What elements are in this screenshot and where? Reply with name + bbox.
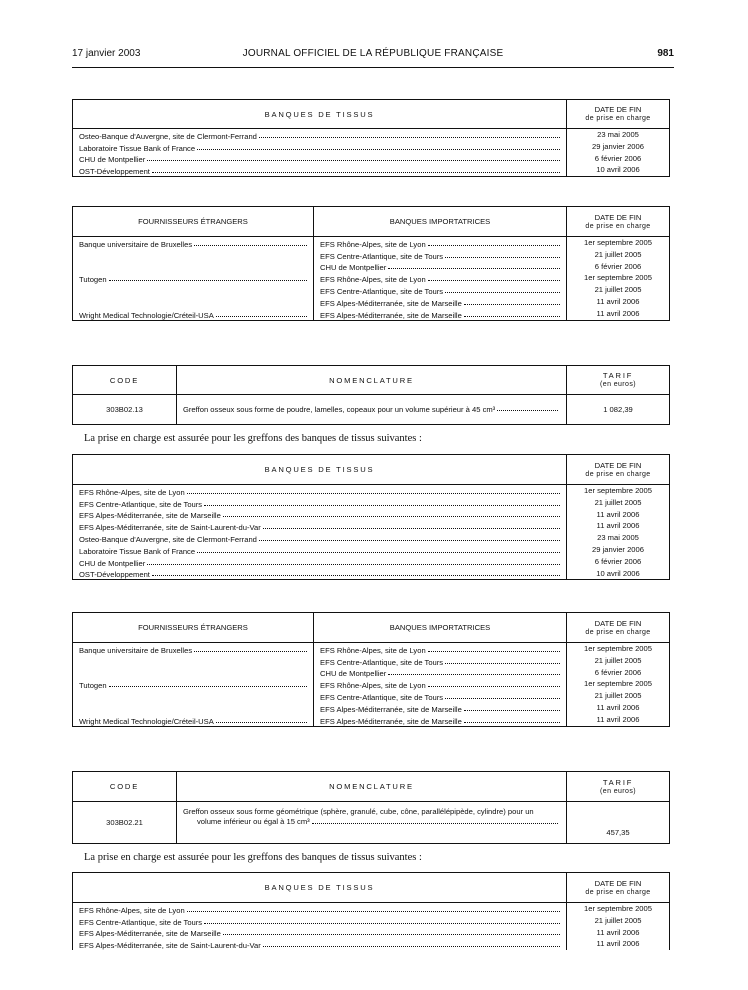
- list-item: EFS Centre-Atlantique, site de Tours: [314, 249, 566, 261]
- col-tarif: TARIF (en euros): [567, 772, 670, 802]
- list-item: EFS Rhône-Alpes, site de Lyon: [73, 903, 566, 915]
- list-item: Laboratoire Tissue Bank of France: [73, 544, 566, 556]
- list-item: Tutogen: [73, 678, 313, 690]
- coverage-note: La prise en charge est assurée pour les greffons des banques de tissus suivantes :: [84, 852, 422, 863]
- list-item: EFS Rhône-Alpes, site de Lyon: [314, 272, 566, 284]
- list-item: Laboratoire Tissue Bank of France: [73, 141, 566, 153]
- code-value: 303B02.13: [73, 395, 177, 425]
- col-fournisseurs: FOURNISSEURS ÉTRANGERS: [73, 613, 314, 643]
- list-item: Wright Medical Technologie/Créteil-USA: [73, 308, 313, 320]
- header-rule: [72, 67, 674, 68]
- list-item: Banque universitaire de Bruxelles: [73, 237, 313, 249]
- banks-table-3: [72, 872, 670, 950]
- col-date-fin: DATE DE FIN de prise en charge: [567, 100, 670, 129]
- col-code: CODE: [73, 366, 177, 395]
- header-date: 17 janvier 2003: [72, 48, 141, 59]
- code-table-2: [72, 771, 670, 844]
- importer-list: [314, 237, 567, 321]
- list-item: EFS Alpes-Méditerranée, site de Marseille: [314, 308, 566, 320]
- col-date-fin: DATE DE FIN de prise en charge: [567, 207, 670, 237]
- date-list: 1er septembre 2005 21 juillet 2005 6 février 2006 1er septembre 2005 21 juillet 2005 11 avril 2006 11 avril 2006: [567, 643, 670, 727]
- list-item: Banque universitaire de Bruxelles: [73, 643, 313, 655]
- col-banques-importatrices: BANQUES IMPORTATRICES: [314, 613, 567, 643]
- code-table-1: [72, 365, 670, 425]
- col-date-fin: DATE DE FIN de prise en charge: [567, 873, 670, 903]
- col-fournisseurs: FOURNISSEURS ÉTRANGERS: [73, 207, 314, 237]
- list-item: EFS Centre-Atlantique, site de Tours: [73, 915, 566, 927]
- col-nomenclature: NOMENCLATURE: [177, 772, 567, 802]
- page-header: [72, 48, 674, 68]
- list-item: Tutogen: [73, 272, 313, 284]
- list-item: EFS Alpes-Méditerranée, site de Saint-Laurent-du-Var: [73, 520, 566, 532]
- list-item: Osteo-Banque d'Auvergne, site de Clermont-Ferrand: [73, 532, 566, 544]
- list-item: EFS Alpes-Méditerranée, site de Marseille: [73, 509, 566, 521]
- bank-list: [73, 129, 567, 177]
- list-item: OST-Développement: [73, 164, 566, 176]
- list-item: EFS Alpes-Méditerranée, site de Marseille: [73, 927, 566, 939]
- list-item: EFS Centre-Atlantique, site de Tours: [73, 497, 566, 509]
- list-item: Wright Medical Technologie/Créteil-USA: [73, 714, 313, 726]
- bank-list: [73, 485, 567, 580]
- col-banques-tissus: BANQUES DE TISSUS: [73, 455, 567, 485]
- list-item: EFS Centre-Atlantique, site de Tours: [314, 655, 566, 667]
- foreign-suppliers-table-1: [72, 206, 670, 321]
- list-item: EFS Alpes-Méditerranée, site de Marseille: [314, 702, 566, 714]
- list-item: CHU de Montpellier: [73, 556, 566, 568]
- col-nomenclature: NOMENCLATURE: [177, 366, 567, 395]
- date-list: 1er septembre 2005 21 juillet 2005 11 avril 2006 11 avril 2006 23 mai 2005 29 janvier 2006 6 février 2006 10 avril 2006: [567, 485, 670, 580]
- code-value: 303B02.21: [73, 802, 177, 844]
- list-item: EFS Rhône-Alpes, site de Lyon: [314, 237, 566, 249]
- foreign-suppliers-table-2: [72, 612, 670, 727]
- list-item: EFS Rhône-Alpes, site de Lyon: [314, 678, 566, 690]
- journal-title: JOURNAL OFFICIEL DE LA RÉPUBLIQUE FRANÇAISE: [242, 48, 504, 59]
- col-date-fin: DATE DE FIN de prise en charge: [567, 455, 670, 485]
- date-list: 23 mai 2005 29 janvier 2006 6 février 2006 10 avril 2006: [567, 129, 670, 177]
- list-item: CHU de Montpellier: [314, 667, 566, 679]
- list-item: EFS Rhône-Alpes, site de Lyon: [314, 643, 566, 655]
- list-item: EFS Alpes-Méditerranée, site de Marseille: [314, 714, 566, 726]
- list-item: CHU de Montpellier: [73, 153, 566, 165]
- list-item: Osteo-Banque d'Auvergne, site de Clermont-Ferrand: [73, 129, 566, 141]
- banks-table-2: [72, 454, 670, 580]
- supplier-list: [73, 237, 314, 321]
- col-banques-tissus: BANQUES DE TISSUS: [73, 873, 567, 903]
- tarif-value: 457,35: [567, 802, 670, 844]
- list-item: EFS Alpes-Méditerranée, site de Saint-Laurent-du-Var: [73, 938, 566, 950]
- coverage-note: La prise en charge est assurée pour les greffons des banques de tissus suivantes :: [84, 433, 422, 444]
- list-item: EFS Rhône-Alpes, site de Lyon: [73, 485, 566, 497]
- banks-table-1: [72, 99, 670, 177]
- list-item: OST-Développement: [73, 568, 566, 580]
- col-banques-tissus: BANQUES DE TISSUS: [73, 100, 567, 129]
- col-banques-importatrices: BANQUES IMPORTATRICES: [314, 207, 567, 237]
- col-code: CODE: [73, 772, 177, 802]
- list-item: EFS Centre-Atlantique, site de Tours: [314, 284, 566, 296]
- list-item: CHU de Montpellier: [314, 261, 566, 273]
- page-number: 981: [657, 48, 674, 59]
- supplier-list: [73, 643, 314, 727]
- list-item: EFS Alpes-Méditerranée, site de Marseille: [314, 296, 566, 308]
- col-tarif: TARIF (en euros): [567, 366, 670, 395]
- nomenclature-value: Greffon osseux sous forme géométrique (sphère, granulé, cube, cône, parallélépipède, cylindre) pour un volume inférieur ou égal à 15 cm³: [177, 802, 567, 844]
- date-list: 1er septembre 2005 21 juillet 2005 11 avril 2006 11 avril 2006: [567, 903, 670, 951]
- nomenclature-value: Greffon osseux sous forme de poudre, lamelles, copeaux pour un volume supérieur à 45 cm³: [177, 395, 567, 425]
- col-date-fin: DATE DE FIN de prise en charge: [567, 613, 670, 643]
- date-list: 1er septembre 2005 21 juillet 2005 6 février 2006 1er septembre 2005 21 juillet 2005 11 avril 2006 11 avril 2006: [567, 237, 670, 321]
- tarif-value: 1 082,39: [567, 395, 670, 425]
- list-item: EFS Centre-Atlantique, site de Tours: [314, 690, 566, 702]
- importer-list: [314, 643, 567, 727]
- bank-list: [73, 903, 567, 951]
